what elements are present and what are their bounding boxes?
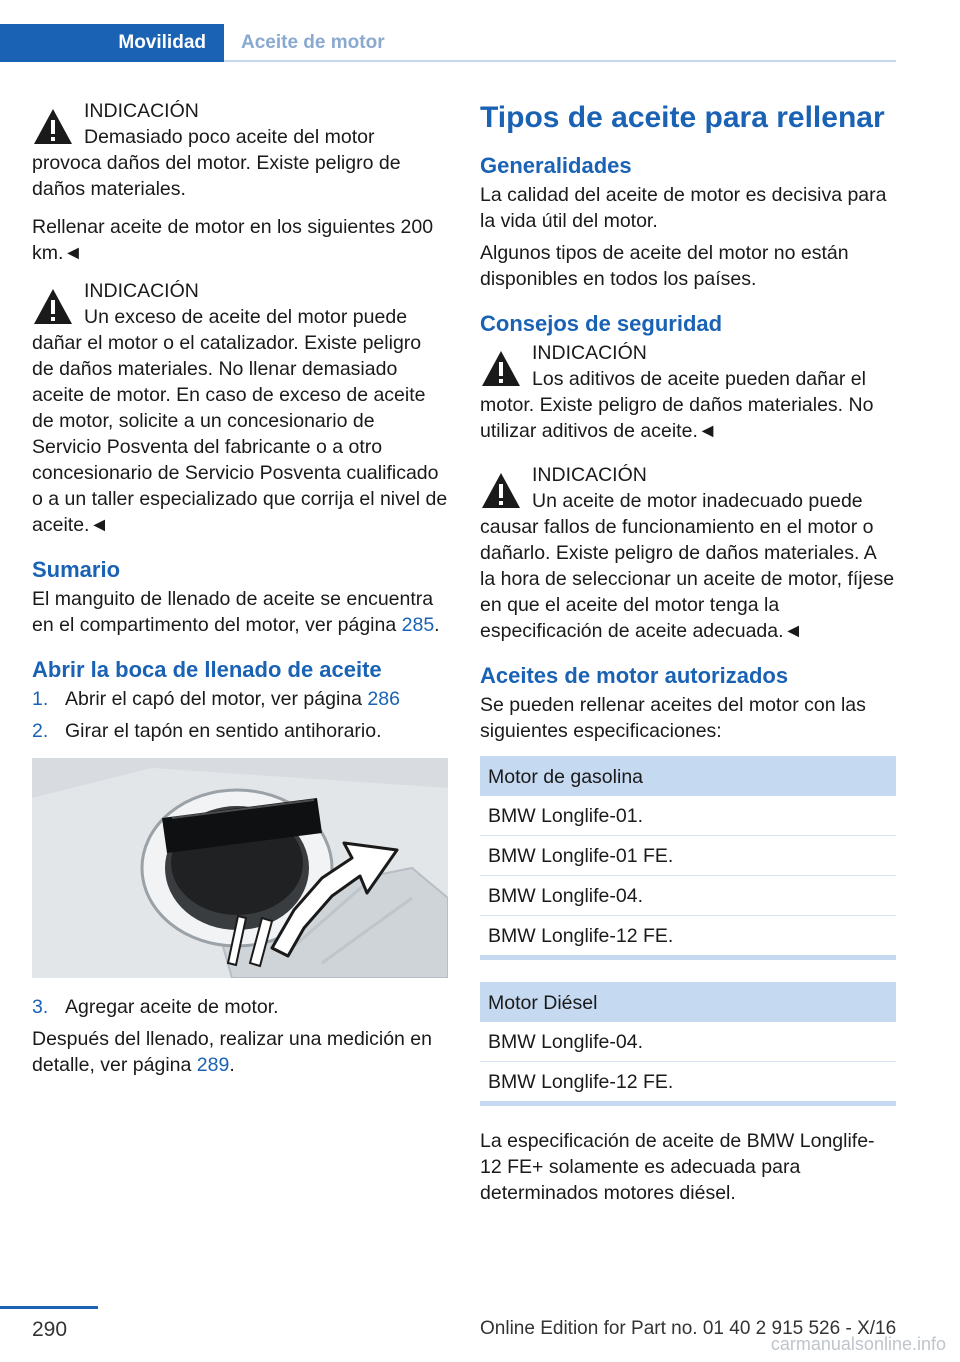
warning-triangle-icon [32, 286, 74, 328]
section-heading-consejos: Consejos de seguridad [480, 311, 723, 336]
warning-title: INDICACIÓN [532, 342, 647, 364]
list-item: 3. Agregar aceite de motor. [32, 996, 279, 1018]
spec-table-diesel [480, 982, 896, 1101]
page-header [0, 0, 960, 62]
paragraph: Después del llenado, realizar una medición en detalle, ver página 289. [32, 1028, 432, 1076]
section-heading-abrir: Abrir la boca de llenado de aceite [32, 657, 382, 682]
page-title: Tipos de aceite para rellenar [480, 101, 885, 134]
table-header: Motor Diésel [480, 982, 896, 1022]
warning-text: Un exceso de aceite del motor puede dañar el motor o el catalizador. Existe peligro de daños materiales. No llenar demasiado aceite de motor. En caso de exceso de aceite de motor, solicite a un concesionario de Servicio Posventa del fabricante o a otro concesionario de Servicio Posventa cualificado o a un taller especializado que corrija el nivel de aceite.◄ [32, 306, 448, 536]
warning-block [480, 462, 896, 644]
section-heading-generalidades: Generalidades [480, 153, 632, 178]
list-item: 2. Girar el tapón en sentido antihorario. [32, 720, 382, 742]
paragraph: La calidad del aceite de motor es decisiva para la vida útil del motor. [480, 184, 887, 232]
header-divider [224, 60, 896, 62]
watermark: carmanualsonline.info [770, 1334, 946, 1354]
warning-text: Los aditivos de aceite pueden dañar el motor. Existe peligro de daños materiales. No utilizar aditivos de aceite.◄ [480, 368, 874, 442]
warning-title: INDICACIÓN [84, 280, 199, 302]
warning-title: INDICACIÓN [532, 464, 647, 486]
paragraph: La especificación de aceite de BMW Longlife-12 FE+ solamente es adecuada para determinados motores diésel. [480, 1130, 875, 1204]
warning-text: Demasiado poco aceite del motor provoca daños del motor. Existe peligro de daños materiales. [32, 126, 401, 200]
table-cell: BMW Longlife-01. [480, 796, 896, 836]
footer-rule [0, 1306, 98, 1309]
warning-block [480, 340, 896, 444]
page-link-285[interactable]: 285 [401, 614, 435, 636]
table-cell: BMW Longlife-04. [480, 1022, 896, 1062]
paragraph: Rellenar aceite de motor en los siguientes 200 km.◄ [32, 216, 434, 264]
table-row [480, 1022, 896, 1062]
warning-text: Un aceite de motor inadecuado puede causar fallos de funcionamiento en el motor o dañarlo. Existe peligro de daños materiales. A la hora de seleccionar un aceite de motor, fíjese en que el aceite del motor tenga la especificación de aceite adecuada.◄ [480, 490, 895, 642]
table-cell: BMW Longlife-04. [480, 876, 896, 916]
warning-block [32, 278, 448, 538]
table-row [480, 836, 896, 876]
page-number: 290 [32, 1318, 68, 1341]
edition-note: Online Edition for Part no. 01 40 2 915 526 - X/16 [480, 1318, 897, 1339]
table-row [480, 1062, 896, 1102]
page-link-289[interactable]: 289 [196, 1054, 230, 1076]
table-cell: BMW Longlife-01 FE. [480, 836, 896, 876]
section-tab-movilidad[interactable]: Movilidad [0, 24, 224, 62]
warning-triangle-icon [32, 106, 74, 148]
steps-list [32, 994, 448, 1020]
oil-cap-illustration [32, 758, 448, 978]
warning-triangle-icon [480, 470, 522, 512]
right-column [480, 98, 896, 1212]
paragraph: Se pueden rellenar aceites del motor con las siguientes especificaciones: [480, 694, 866, 742]
table-row [480, 796, 896, 836]
warning-triangle-icon [480, 348, 522, 390]
steps-list [32, 686, 448, 744]
table-end-rule [480, 955, 896, 960]
table-end-rule [480, 1101, 896, 1106]
table-row [480, 916, 896, 956]
page-link-286[interactable]: 286 [367, 688, 400, 710]
table-cell: BMW Longlife-12 FE. [488, 1071, 674, 1093]
paragraph: Algunos tipos de aceite del motor no están disponibles en todos los países. [480, 242, 849, 290]
table-header: Motor de gasolina [480, 756, 896, 796]
spec-table-gasolina [480, 756, 896, 955]
warning-block [32, 98, 448, 202]
table-row [480, 876, 896, 916]
section-tab-aceite-de-motor[interactable]: Aceite de motor [241, 32, 385, 53]
paragraph: El manguito de llenado de aceite se encuentra en el compartimento del motor, ver página 285. [32, 588, 440, 636]
table-cell: BMW Longlife-12 FE. [488, 925, 674, 947]
section-heading-autorizados: Aceites de motor autorizados [480, 663, 789, 688]
section-heading-sumario: Sumario [32, 557, 121, 582]
left-column [32, 98, 448, 1084]
list-item: 1. Abrir el capó del motor, ver página 286 [32, 688, 400, 710]
warning-title: INDICACIÓN [84, 100, 199, 122]
